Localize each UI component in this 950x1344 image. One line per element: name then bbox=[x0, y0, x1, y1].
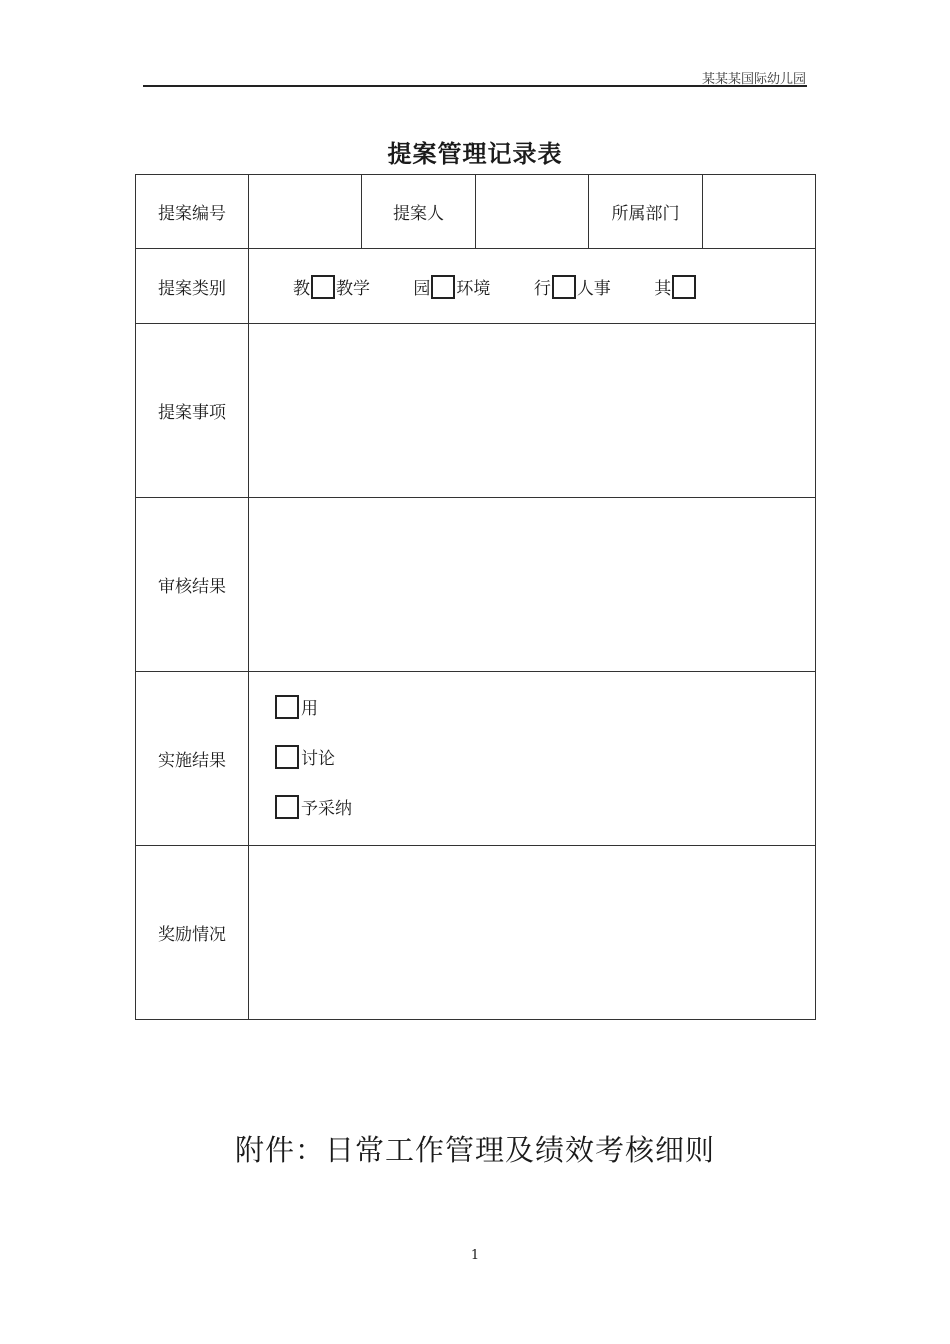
header-rule bbox=[143, 85, 807, 87]
form-row-basic-info bbox=[136, 175, 816, 249]
category-suffix: 教学 bbox=[336, 278, 370, 299]
implementation-options bbox=[249, 672, 816, 846]
category-checkbox-environment[interactable] bbox=[431, 275, 455, 299]
category-checkbox-personnel[interactable] bbox=[552, 275, 576, 299]
category-option-personnel bbox=[534, 274, 611, 299]
implementation-option-label: 讨论 bbox=[301, 748, 335, 769]
implementation-checkbox-adopt[interactable] bbox=[275, 695, 299, 719]
matter-label: 提案事项 bbox=[136, 324, 249, 498]
review-field[interactable] bbox=[249, 498, 816, 672]
category-checkbox-other[interactable] bbox=[672, 275, 696, 299]
category-prefix: 教 bbox=[293, 278, 310, 299]
reward-field[interactable] bbox=[249, 846, 816, 1020]
form-row-category bbox=[136, 249, 816, 324]
form-row-implementation bbox=[136, 672, 816, 846]
category-checkbox-teaching[interactable] bbox=[311, 275, 335, 299]
department-label: 所属部门 bbox=[589, 175, 703, 249]
category-options bbox=[249, 249, 816, 324]
category-prefix: 园 bbox=[413, 278, 431, 299]
category-prefix: 行 bbox=[533, 278, 551, 299]
proposal-number-field[interactable] bbox=[249, 175, 362, 249]
reward-label: 奖励情况 bbox=[136, 846, 249, 1020]
review-label: 审核结果 bbox=[136, 498, 249, 672]
proposer-label: 提案人 bbox=[362, 175, 476, 249]
category-suffix: 环境 bbox=[456, 278, 491, 299]
category-option-teaching bbox=[293, 274, 370, 299]
form-row-matter bbox=[136, 324, 816, 498]
category-label: 提案类别 bbox=[136, 249, 249, 324]
category-option-other bbox=[654, 274, 697, 299]
header-org-name: 某某某国际幼儿园 bbox=[701, 72, 806, 87]
implementation-option bbox=[274, 784, 815, 834]
page-title: 提案管理记录表 bbox=[387, 139, 563, 168]
implementation-checkbox-discuss[interactable] bbox=[275, 745, 299, 769]
matter-field[interactable] bbox=[249, 324, 816, 498]
implementation-checkbox-reject[interactable] bbox=[275, 795, 299, 819]
proposal-form-table bbox=[135, 174, 816, 1020]
form-row-review bbox=[136, 498, 816, 672]
category-option-environment bbox=[413, 274, 490, 299]
implementation-label: 实施结果 bbox=[136, 672, 249, 846]
implementation-option bbox=[274, 734, 815, 784]
category-prefix: 其 bbox=[654, 278, 672, 299]
page-number: 1 bbox=[470, 1248, 480, 1263]
implementation-option-label: 予采纳 bbox=[301, 798, 352, 819]
department-field[interactable] bbox=[703, 175, 816, 249]
proposer-field[interactable] bbox=[476, 175, 589, 249]
category-suffix: 人事 bbox=[576, 278, 611, 299]
annex-title: 附件：日常工作管理及绩效考核细则 bbox=[234, 1133, 715, 1167]
implementation-option-label: 用 bbox=[301, 698, 318, 719]
implementation-option bbox=[274, 684, 815, 734]
proposal-number-label: 提案编号 bbox=[136, 175, 249, 249]
form-row-reward bbox=[136, 846, 816, 1020]
